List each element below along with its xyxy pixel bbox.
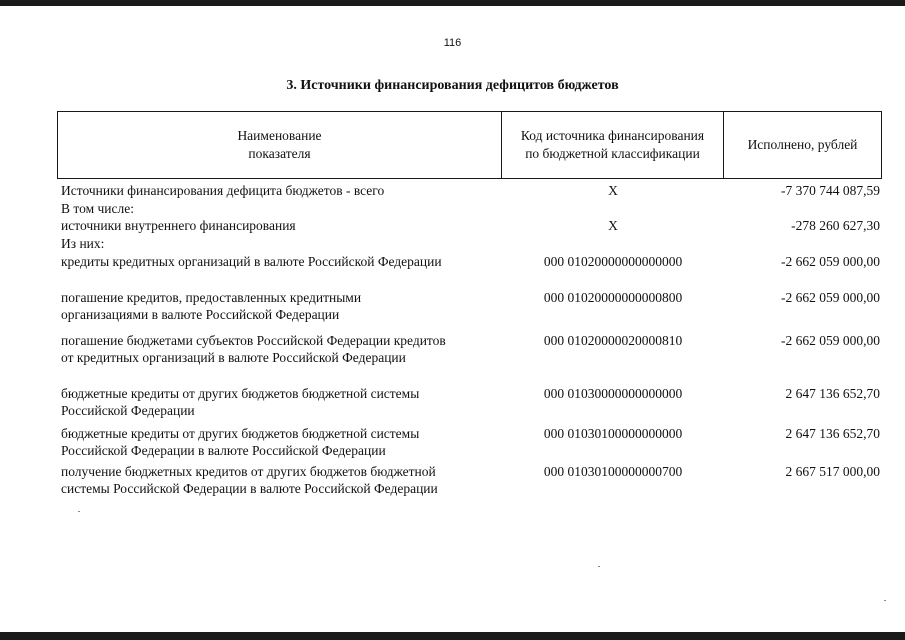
row-amount: 2 647 136 652,70 <box>785 386 880 401</box>
row-amount: -2 662 059 000,00 <box>781 254 880 269</box>
row-amount: -7 370 744 087,59 <box>781 183 880 198</box>
row-name: Источники финансирования дефицита бюджетов - всего <box>61 183 385 198</box>
section-title: 3. Источники финансирования дефицитов бюджетов <box>286 78 619 93</box>
scan-speck <box>598 566 600 567</box>
table-header <box>57 111 882 179</box>
header-amount-column: Исполнено, рублей <box>747 137 858 152</box>
row-name: В том числе: <box>61 201 134 216</box>
scan-top-edge <box>0 0 905 6</box>
row-name: погашение кредитов, предоставленных кредитными организациями в валюте Российской Федерации <box>61 290 362 322</box>
row-amount: -2 662 059 000,00 <box>781 333 880 348</box>
header-name-column: Наименование показателя <box>58 112 502 178</box>
row-amount: 2 667 517 000,00 <box>785 464 880 479</box>
row-code: X <box>608 218 618 233</box>
row-code: X <box>608 183 618 198</box>
page-number: 116 <box>443 37 462 49</box>
row-code: 000 01020000000000800 <box>543 290 683 305</box>
row-code: 000 01020000020000810 <box>543 333 683 348</box>
row-name: источники внутреннего финансирования <box>61 218 296 233</box>
row-amount: -2 662 059 000,00 <box>781 290 880 305</box>
header-code-column: Код источника финансирования по бюджетной классификации <box>502 112 724 178</box>
scan-speck <box>78 511 80 512</box>
row-name: бюджетные кредиты от других бюджетов бюджетной системы Российской Федерации <box>61 386 420 418</box>
row-code: 000 01030100000000000 <box>543 426 683 441</box>
row-code: 000 01020000000000000 <box>543 254 683 269</box>
row-code: 000 01030000000000000 <box>543 386 683 401</box>
row-name: бюджетные кредиты от других бюджетов бюджетной системы Российской Федерации в валюте Российской Федерации <box>61 426 420 458</box>
scan-bottom-edge <box>0 632 905 640</box>
row-amount: 2 647 136 652,70 <box>785 426 880 441</box>
row-name: кредиты кредитных организаций в валюте Российской Федерации <box>61 254 442 269</box>
row-name: Из них: <box>61 236 105 251</box>
scan-speck <box>884 600 886 601</box>
row-name: получение бюджетных кредитов от других бюджетов бюджетной системы Российской Федерации в валюте Российской Федерации <box>61 464 438 496</box>
row-name: погашение бюджетами субъектов Российской Федерации кредитов от кредитных организаций в валюте Российской Федерации <box>61 333 446 365</box>
row-code: 000 01030100000000700 <box>543 464 683 479</box>
row-amount: -278 260 627,30 <box>791 218 880 233</box>
